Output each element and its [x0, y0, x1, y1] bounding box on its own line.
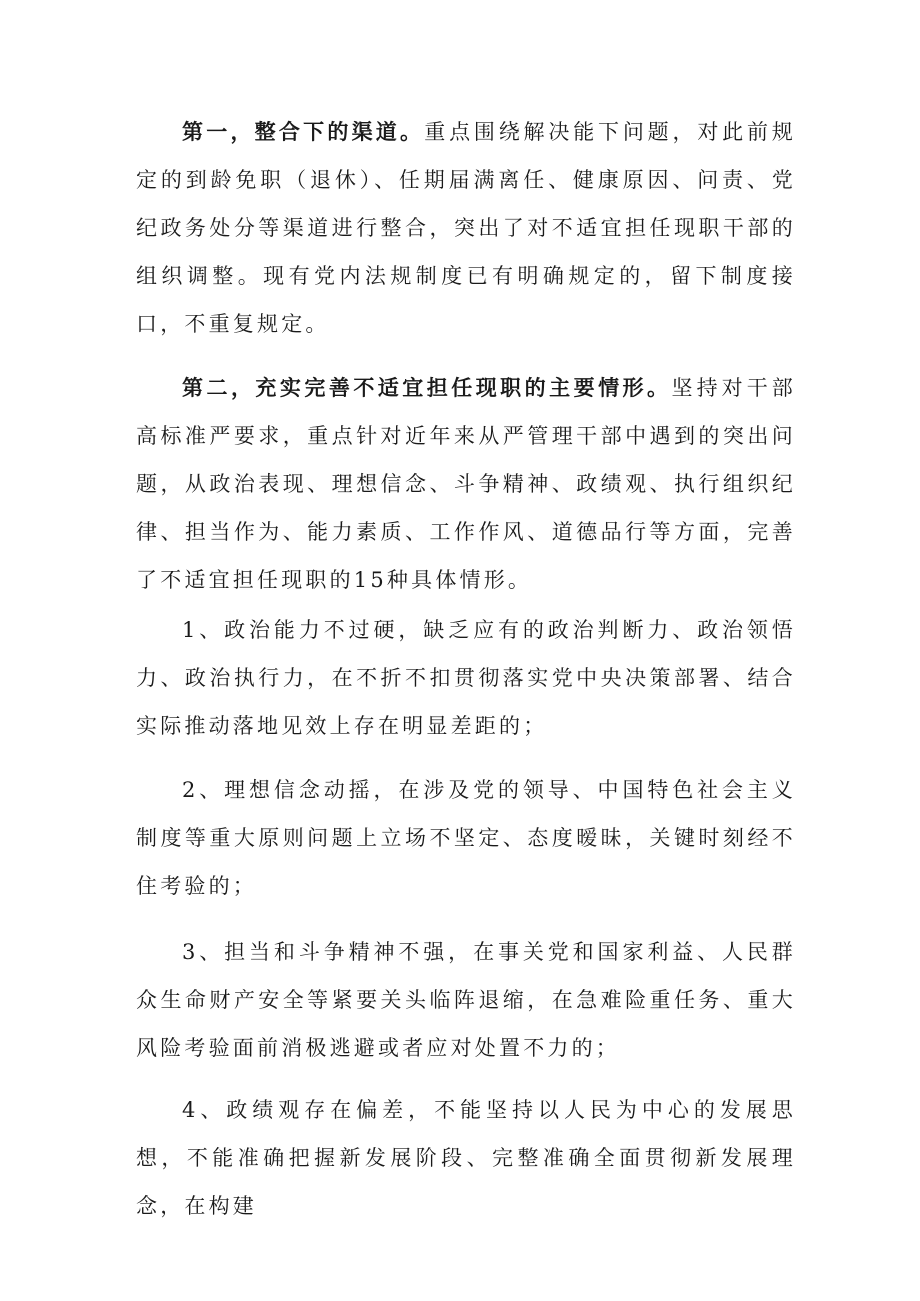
list-item-4: 4、政绩观存在偏差，不能坚持以人民为中心的发展思想，不能准确把握新发展阶段、完整准确全面贯彻新发展理念，在构建 — [136, 1098, 796, 1218]
paragraph-body: 坚持对干部高标准严要求，重点针对近年来从严管理干部中遇到的突出问题，从政治表现、理想信念、斗争精神、政绩观、执行组织纪律、担当作为、能力素质、工作作风、道德品行等方面，完善了不适宜担任现职的15种具体情形。 — [136, 376, 796, 592]
list-item-2: 2、理想信念动摇，在涉及党的领导、中国特色社会主义制度等重大原则问题上立场不坚定、态度暧昧，关键时刻经不住考验的； — [136, 778, 796, 898]
paragraph-heading: 第二，充实完善不适宜担任现职的主要情形。 — [182, 376, 672, 400]
list-item-1: 1、政治能力不过硬，缺乏应有的政治判断力、政治领悟力、政治执行力，在不折不扣贯彻落实党中央决策部署、结合实际推动落地见效上存在明显差距的； — [136, 618, 796, 738]
paragraph-heading: 第一，整合下的渠道。 — [182, 120, 425, 144]
list-item-3: 3、担当和斗争精神不强，在事关党和国家利益、人民群众生命财产安全等紧要关头临阵退缩，在急难险重任务、重大风险考验面前消极逃避或者应对处置不力的； — [136, 940, 796, 1060]
paragraph-unsuitable-situations — [136, 364, 796, 604]
paragraph-channel-integration — [136, 108, 796, 348]
paragraph-body: 重点围绕解决能下问题，对此前规定的到龄免职（退休）、任期届满离任、健康原因、问责、党纪政务处分等渠道进行整合，突出了对不适宜担任现职干部的组织调整。现有党内法规制度已有明确规定的，留下制度接口，不重复规定。 — [136, 120, 796, 336]
